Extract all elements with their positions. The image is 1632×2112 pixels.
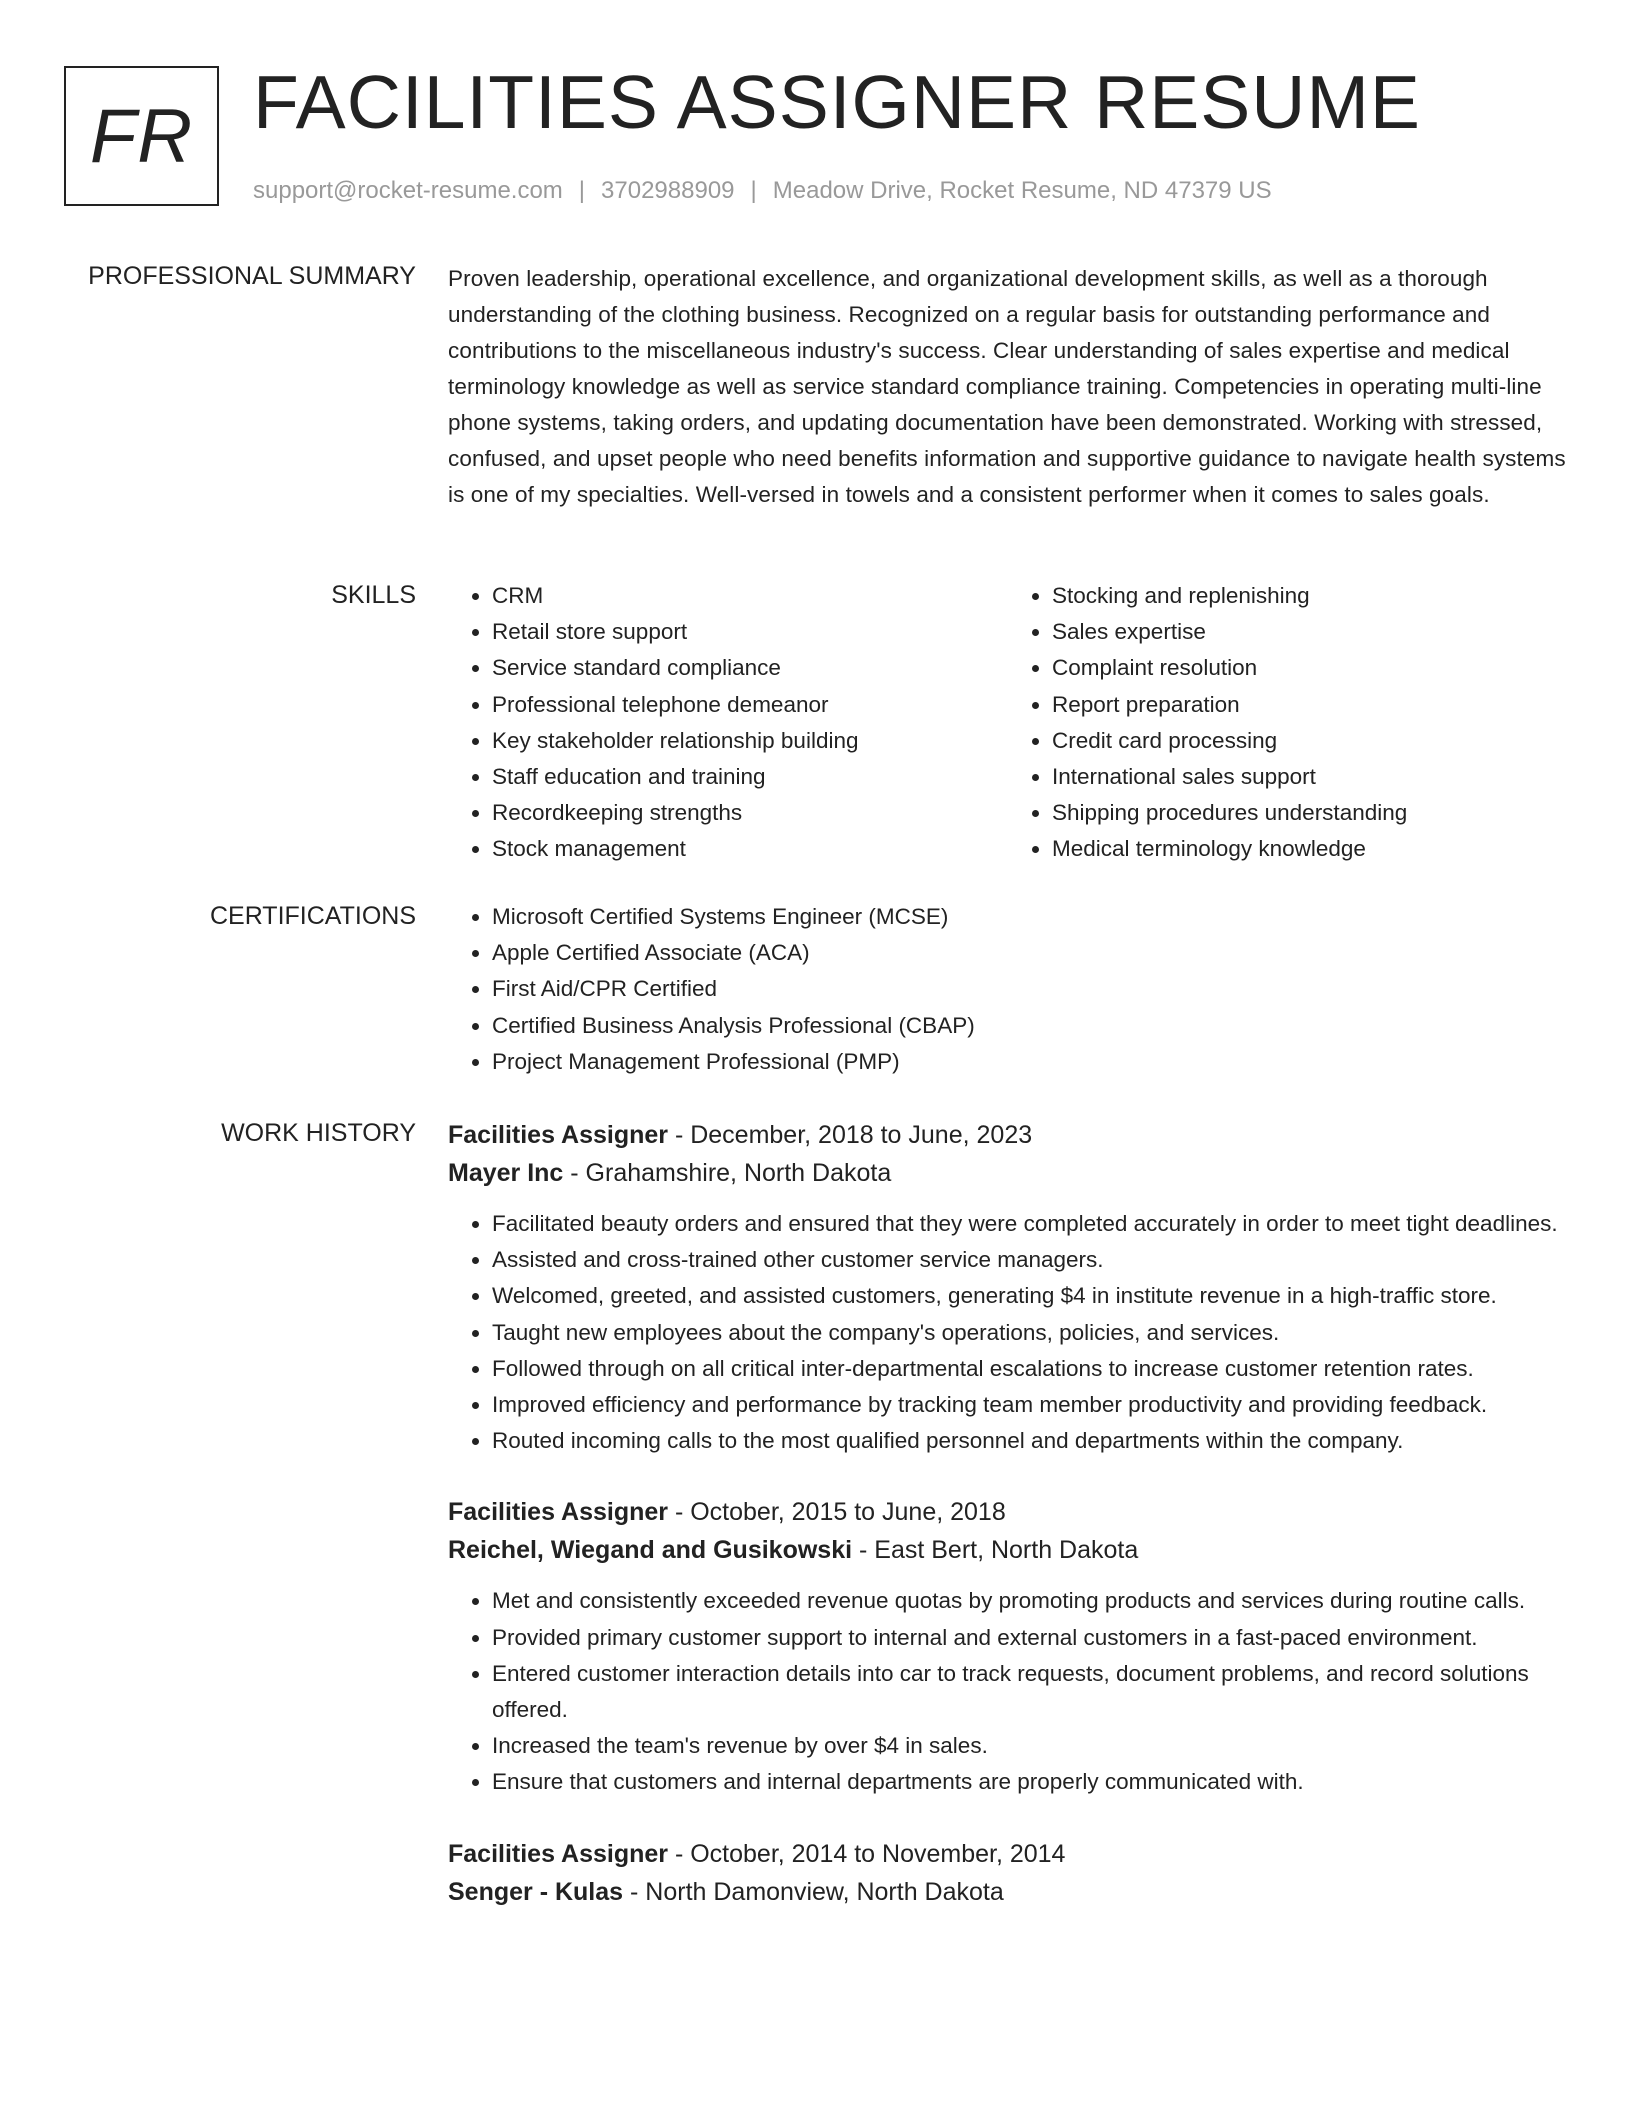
skills-list-right	[1008, 578, 1568, 868]
resume-title: FACILITIES ASSIGNER RESUME	[253, 60, 1421, 144]
section-heading-work-history: WORK HISTORY	[221, 1119, 416, 1147]
skill-item: • Service standard compliance	[492, 650, 1008, 686]
skill-item: • Professional telephone demeanor	[492, 687, 1008, 723]
skill-item: • Key stakeholder relationship building	[492, 723, 1008, 759]
job-entry	[448, 1835, 1568, 1911]
job-title-line	[448, 1835, 1568, 1873]
skill-item: • International sales support	[1052, 759, 1568, 795]
job-location: - North Damonview, North Dakota	[623, 1877, 1004, 1906]
job-bullet: • Welcomed, greeted, and assisted customers, generating $4 in institute revenue in a high-traffic store.	[492, 1278, 1568, 1314]
job-location: - East Bert, North Dakota	[852, 1536, 1139, 1565]
job-company-line	[448, 1531, 1568, 1569]
job-bullet: • Met and consistently exceeded revenue quotas by promoting products and services during routine calls.	[492, 1583, 1568, 1619]
job-company-line	[448, 1873, 1568, 1911]
contact-separator: |	[750, 177, 757, 204]
job-dates: - October, 2015 to June, 2018	[668, 1498, 1006, 1527]
certification-item: • Apple Certified Associate (ACA)	[492, 935, 1568, 971]
job-title: Facilities Assigner	[448, 1839, 668, 1868]
job-bullets	[448, 1583, 1568, 1800]
certification-item: • Project Management Professional (PMP)	[492, 1044, 1568, 1080]
section-heading-skills: SKILLS	[331, 581, 416, 609]
summary-text: Proven leadership, operational excellence, and organizational development skills, as well as a thorough understanding of the clothing business. Recognized on a regular basis for outstanding performance and contributions to the miscellaneous industry's success. Clear understanding of sales expertise and medical terminology knowledge as well as service standard compliance training. Competencies in operating multi-line phone systems, taking orders, and updating documentation have been demonstrated. Working with stressed, confused, and upset people who need benefits information and supportive guidance to navigate health systems is one of my specialties. Well-versed in towels and a consistent performer when it comes to sales goals.	[448, 266, 1566, 507]
job-entry	[448, 1493, 1568, 1800]
job-bullet: • Assisted and cross-trained other customer service managers.	[492, 1242, 1568, 1278]
job-bullets	[448, 1206, 1568, 1459]
job-location: - Grahamshire, North Dakota	[563, 1159, 892, 1187]
contact-address: Meadow Drive, Rocket Resume, ND 47379 US	[772, 177, 1272, 204]
job-entry	[448, 1116, 1568, 1459]
job-title-line	[448, 1116, 1568, 1154]
job-dates: - October, 2014 to November, 2014	[668, 1839, 1066, 1868]
job-title: Facilities Assigner	[448, 1498, 668, 1527]
skill-item: • Stocking and replenishing	[1052, 578, 1568, 614]
contact-separator: |	[578, 177, 586, 204]
skills-list-left	[448, 578, 1008, 868]
certification-item: • Microsoft Certified Systems Engineer (MCSE)	[492, 899, 1568, 935]
skill-item: • Report preparation	[1052, 687, 1568, 723]
certification-item: • First Aid/CPR Certified	[492, 971, 1568, 1007]
contact-email: support@rocket-resume.com	[253, 177, 563, 204]
job-bullet: • Ensure that customers and internal departments are properly communicated with.	[492, 1764, 1568, 1800]
skill-item: • Staff education and training	[492, 759, 1008, 795]
job-bullet: • Increased the team's revenue by over $4 in sales.	[492, 1728, 1568, 1764]
skill-item: • Sales expertise	[1052, 614, 1568, 650]
certification-item: • Certified Business Analysis Professional (CBAP)	[492, 1008, 1568, 1044]
contact-phone: 3702988909	[601, 177, 735, 204]
section-heading-certifications: CERTIFICATIONS	[209, 902, 416, 930]
job-company: Mayer Inc	[448, 1159, 564, 1187]
job-bullet: • Facilitated beauty orders and ensured that they were completed accurately in order to meet tight deadlines.	[492, 1206, 1568, 1242]
job-title: Facilities Assigner	[448, 1121, 668, 1149]
job-dates: - December, 2018 to June, 2023	[668, 1121, 1033, 1149]
job-bullet: • Followed through on all critical inter-departmental escalations to increase customer retention rates.	[492, 1351, 1568, 1387]
section-heading-summary: PROFESSIONAL SUMMARY	[88, 262, 416, 290]
job-bullet: • Entered customer interaction details into car to track requests, document problems, and record solutions offered.	[492, 1656, 1568, 1728]
job-bullet: • Taught new employees about the company's operations, policies, and services.	[492, 1315, 1568, 1351]
job-bullet: • Routed incoming calls to the most qualified personnel and departments within the company.	[492, 1423, 1568, 1459]
skill-item: • Retail store support	[492, 614, 1008, 650]
job-company-line	[448, 1154, 1568, 1192]
skill-item: • Stock management	[492, 831, 1008, 867]
skill-item: • Medical terminology knowledge	[1052, 831, 1568, 867]
job-bullet: • Provided primary customer support to internal and external customers in a fast-paced environment.	[492, 1620, 1568, 1656]
skill-item: • Complaint resolution	[1052, 650, 1568, 686]
job-bullet: • Improved efficiency and performance by tracking team member productivity and providing feedback.	[492, 1387, 1568, 1423]
skill-item: • Credit card processing	[1052, 723, 1568, 759]
contact-line	[253, 175, 1272, 207]
certifications-list	[448, 899, 1568, 1080]
job-company: Reichel, Wiegand and Gusikowski	[448, 1536, 853, 1565]
monogram-initials: FR	[64, 66, 219, 206]
skill-item: • Shipping procedures understanding	[1052, 795, 1568, 831]
job-title-line	[448, 1493, 1568, 1531]
skill-item: • Recordkeeping strengths	[492, 795, 1008, 831]
job-company: Senger - Kulas	[448, 1877, 624, 1906]
skill-item: • CRM	[492, 578, 1008, 614]
